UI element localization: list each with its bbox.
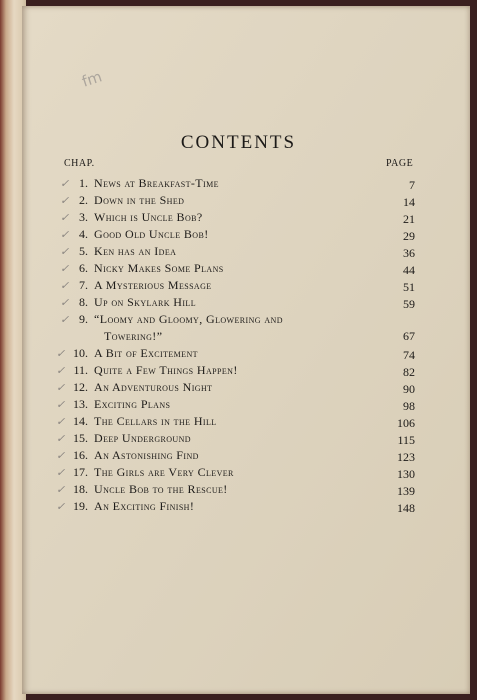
chapter-number: 17.	[73, 465, 88, 479]
pencil-tick-mark: ✓	[56, 348, 66, 360]
chapter-page-number: 59	[403, 297, 415, 311]
toc-entry	[0, 295, 477, 312]
chapter-title: Nicky Makes Some Plans	[94, 261, 224, 275]
chapter-number: 14.	[73, 414, 88, 428]
chapter-page-number: 67	[403, 329, 415, 343]
pencil-tick-mark: ✓	[60, 195, 70, 207]
chapter-page-number: 14	[403, 195, 415, 209]
chapter-number: 6.	[79, 261, 88, 275]
toc-entry	[0, 431, 477, 448]
pencil-tick-mark: ✓	[60, 280, 70, 292]
toc-entry	[0, 363, 477, 380]
chapter-title: Up on Skylark Hill	[94, 295, 196, 309]
chapter-number: 12.	[73, 380, 88, 394]
toc-entry	[0, 193, 477, 210]
page-title: CONTENTS	[180, 132, 297, 153]
pencil-tick-mark: ✓	[60, 229, 70, 241]
toc-entry	[0, 380, 477, 397]
pencil-tick-mark: ✓	[60, 297, 70, 309]
chapter-title: A Bit of Excitement	[94, 346, 198, 360]
chapter-title: News at Breakfast-Time	[94, 176, 219, 190]
toc-entry	[0, 346, 477, 363]
chapter-title: “Loomy and Gloomy, Glowering and	[94, 312, 283, 326]
chapter-title: A Mysterious Message	[94, 278, 212, 292]
chapter-page-number: 106	[397, 416, 415, 430]
chapter-number: 3.	[79, 210, 88, 224]
chapter-page-number: 98	[403, 399, 415, 413]
chapter-title: Uncle Bob to the Rescue!	[94, 482, 228, 496]
chapter-page-number: 74	[403, 348, 415, 362]
chapter-number: 2.	[79, 193, 88, 207]
pencil-annotation: fm	[79, 67, 105, 91]
chapter-title: Good Old Uncle Bob!	[94, 227, 209, 241]
chapter-page-number: 115	[397, 433, 415, 447]
chapter-number: 4.	[79, 227, 88, 241]
pencil-tick-mark: ✓	[56, 416, 66, 428]
chapter-title-continued: Towering!”	[104, 329, 163, 343]
pencil-tick-mark: ✓	[56, 399, 66, 411]
chapter-page-number: 148	[397, 501, 415, 515]
chapter-number: 1.	[79, 176, 88, 190]
pencil-tick-mark: ✓	[60, 212, 70, 224]
chapter-page-number: 123	[397, 450, 415, 464]
toc-entry	[0, 397, 477, 414]
chapter-title: An Exciting Finish!	[94, 499, 195, 513]
chapter-page-number: 90	[403, 382, 415, 396]
pencil-tick-mark: ✓	[56, 382, 66, 394]
toc-entry	[0, 278, 477, 295]
toc-entry	[0, 465, 477, 482]
chapter-column-label: CHAP.	[64, 158, 95, 169]
chapter-page-number: 21	[403, 212, 415, 226]
chapter-title: An Astonishing Find	[94, 448, 199, 462]
pencil-tick-mark: ✓	[56, 433, 66, 445]
pencil-tick-mark: ✓	[56, 467, 66, 479]
toc-entry	[0, 482, 477, 499]
chapter-title: Deep Underground	[94, 431, 191, 445]
toc-entry	[0, 448, 477, 465]
chapter-title: The Girls are Very Clever	[94, 465, 234, 479]
chapter-number: 5.	[79, 244, 88, 258]
chapter-number: 8.	[79, 295, 88, 309]
pencil-tick-mark: ✓	[56, 450, 66, 462]
pencil-tick-mark: ✓	[56, 365, 66, 377]
chapter-page-number: 44	[403, 263, 415, 277]
chapter-title: Down in the Shed	[94, 193, 185, 207]
chapter-number: 15.	[73, 431, 88, 445]
chapter-title: Quite a Few Things Happen!	[94, 363, 238, 377]
pencil-tick-mark: ✓	[56, 501, 66, 513]
chapter-title: An Adventurous Night	[94, 380, 213, 394]
toc-entry	[0, 499, 477, 516]
pencil-tick-mark: ✓	[60, 314, 70, 326]
chapter-page-number: 139	[397, 484, 415, 498]
pencil-tick-mark: ✓	[60, 178, 70, 190]
chapter-page-number: 36	[403, 246, 415, 260]
toc-entry	[0, 210, 477, 227]
pencil-tick-mark: ✓	[60, 246, 70, 258]
chapter-number: 11.	[73, 363, 88, 377]
chapter-number: 9.	[79, 312, 88, 326]
chapter-title: Ken has an Idea	[94, 244, 177, 258]
pencil-tick-mark: ✓	[56, 484, 66, 496]
pencil-tick-mark: ✓	[60, 263, 70, 275]
toc-entry	[0, 312, 477, 346]
toc-entry	[0, 414, 477, 431]
chapter-page-number: 29	[403, 229, 415, 243]
chapter-number: 16.	[73, 448, 88, 462]
toc-entry	[0, 261, 477, 278]
chapter-page-number: 51	[403, 280, 415, 294]
toc-entry	[0, 227, 477, 244]
chapter-page-number: 82	[403, 365, 415, 379]
chapter-title: Exciting Plans	[94, 397, 171, 411]
chapter-page-number: 7	[409, 178, 415, 192]
toc-entry	[0, 176, 477, 193]
chapter-number: 7.	[79, 278, 88, 292]
page-column-label: PAGE	[386, 158, 414, 169]
chapter-number: 19.	[73, 499, 88, 513]
chapter-title: Which is Uncle Bob?	[94, 210, 203, 224]
chapter-number: 10.	[73, 346, 88, 360]
chapter-title: The Cellars in the Hill	[94, 414, 217, 428]
chapter-page-number: 130	[397, 467, 415, 481]
toc-entry	[0, 244, 477, 261]
chapter-number: 18.	[73, 482, 88, 496]
chapter-number: 13.	[73, 397, 88, 411]
